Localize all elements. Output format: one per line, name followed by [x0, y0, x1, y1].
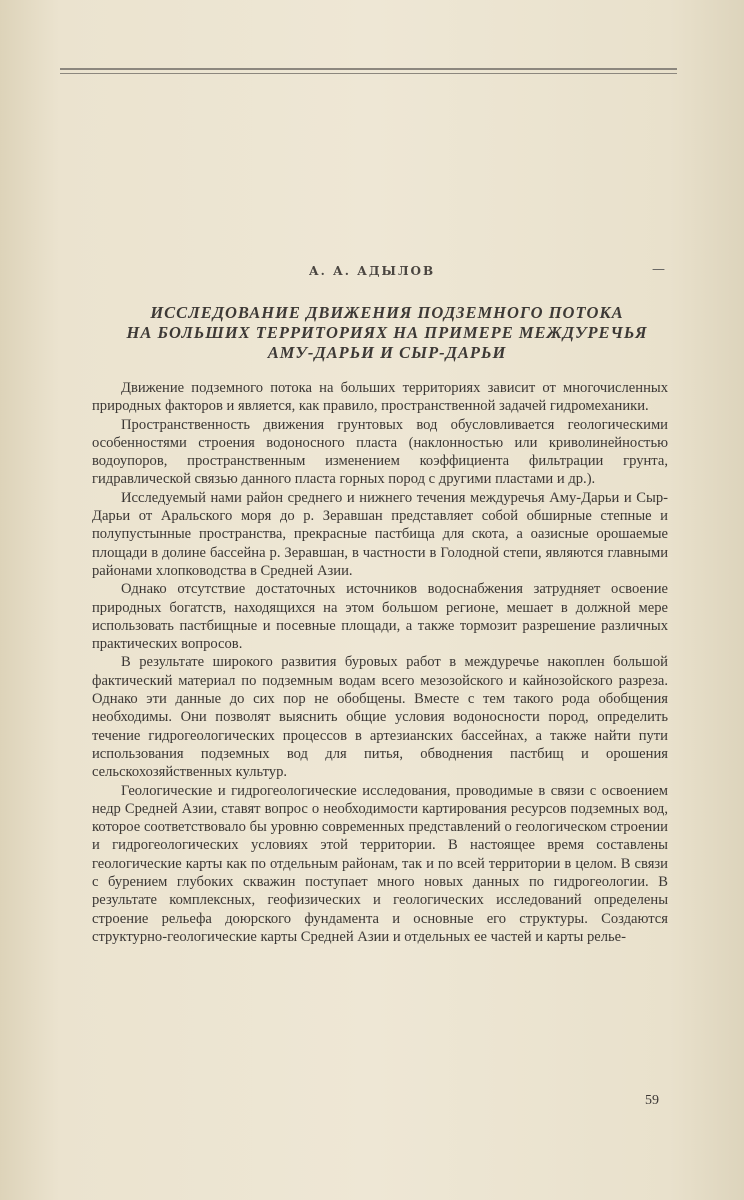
article-author: А. А. АДЫЛОВ: [308, 264, 436, 278]
paragraph: Геологические и гидрогеологические исследования, проводимые в связи с освоением недр Средней Азии, ставят вопрос о необходимости картирования ресурсов подземных вод, которое соответствовало бы уровню современных представлений о геологическом строении и гидрогеологических условиях этой территории. В настоящее время составлены геологические карты как по отдельным районам, так и по всей территории в целом. В связи с бурением глубоких скважин поступает много новых данных по гидрогеологии. В результате комплексных, геофизических и геологических исследований определены строение рельефа доюрского фундамента и основные его структуры. Создаются структурно-геологические карты Средней Азии и отдельных ее частей и карты релье-: [92, 782, 668, 945]
paragraph: Однако отсутствие достаточных источников водоснабжения затрудняет освоение природных богатств, находящихся на этом большом регионе, мешает в должной мере использовать пастбищные и посевные площади, а также тормозит разрешение различных практических вопросов.: [92, 581, 668, 653]
page-number: 59: [645, 1093, 659, 1108]
header-rule-thin: [60, 73, 677, 74]
article-body: [92, 379, 668, 946]
title-line: НА БОЛЬШИХ ТЕРРИТОРИЯХ НА ПРИМЕРЕ МЕЖДУРЕЧЬЯ: [126, 323, 648, 342]
paragraph: Пространственность движения грунтовых вод обусловливается геологическими особенностями строения водоносного пласта (наклонностью или криволинейностью водоупоров, пространственным изменением коэффициента фильтрации грунта, гидравлической связью данного пласта горных пород с другими пластами и др.).: [92, 416, 668, 488]
title-line: ИССЛЕДОВАНИЕ ДВИЖЕНИЯ ПОДЗЕМНОГО ПОТОКА: [150, 303, 624, 322]
title-line: АМУ-ДАРЬИ И СЫР-ДАРЬИ: [267, 343, 507, 362]
paragraph: Движение подземного потока на больших территориях зависит от многочисленных природных факторов и является, как правило, пространственной задачей гидромеханики.: [92, 380, 668, 415]
paragraph: В результате широкого развития буровых работ в междуречье накоплен большой фактический материал по подземным водам всего мезозойского и кайнозойского разреза. Однако эти данные до сих пор не обобщены. Вместе с тем такого рода обобщения необходимы. Они позволят выяснить общие условия водоносности пород, определить течение гидрогеологических процессов в артезианских бассейнах, а также найти пути использования подземных вод для питья, обводнения пастбищ и орошения сельскохозяйственных культур.: [92, 654, 668, 781]
paragraph: Исследуемый нами район среднего и нижнего течения междуречья Аму-Дарьи и Сыр-Дарьи от Аральского моря до р. Зеравшан представляет собой обширные степные и полупустынные пространства, прекрасные пастбища для скота, а оазисные орошаемые площади в долине бассейна р. Зеравшан, в частности в Голодной степи, являются главными районами хлопководства в Средней Азии.: [92, 489, 668, 579]
article-title: [100, 303, 674, 363]
header-rule: [60, 68, 677, 70]
margin-dash: —: [652, 262, 665, 277]
